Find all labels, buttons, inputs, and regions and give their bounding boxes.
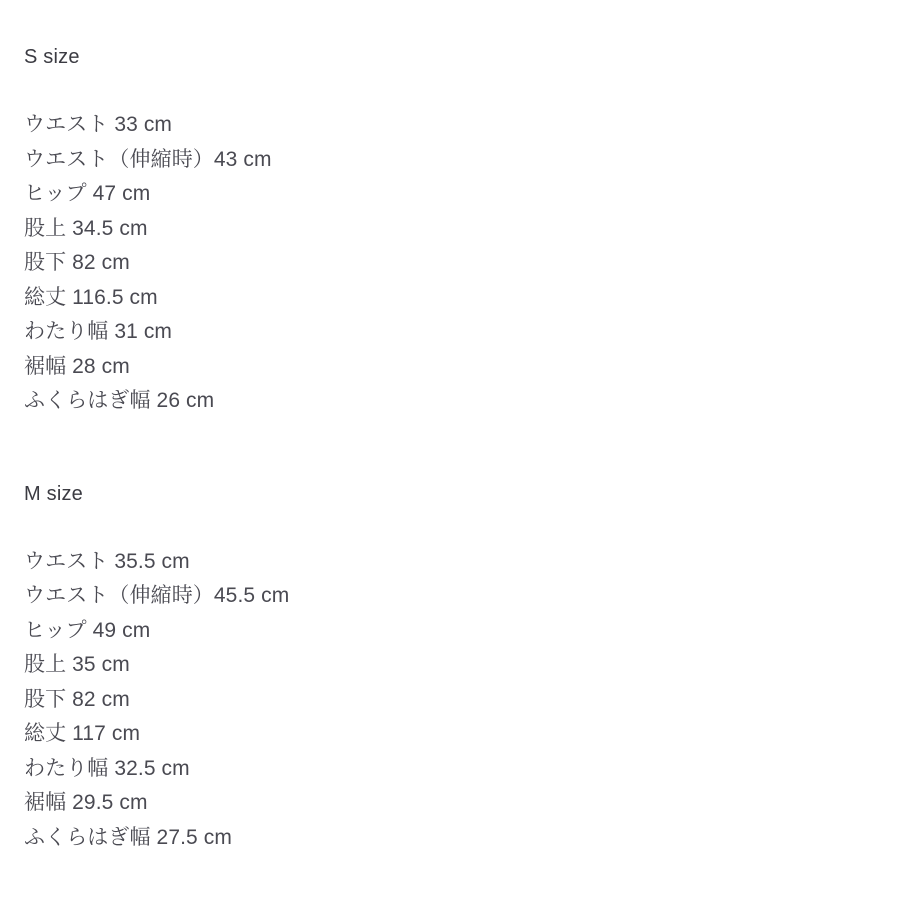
list-item: 総丈 116.5 cm bbox=[24, 285, 158, 309]
list-item: ウエスト 33 cm bbox=[24, 113, 173, 136]
list-item: 股上 34.5 cm bbox=[24, 216, 148, 240]
list-item: 股下 82 cm bbox=[24, 251, 130, 274]
list-item: ヒップ 47 cm bbox=[24, 182, 151, 205]
list-item: わたり幅 32.5 cm bbox=[24, 756, 190, 780]
list-item: 股下 82 cm bbox=[24, 687, 130, 711]
size-heading-s: S size bbox=[24, 46, 80, 68]
list-item: わたり幅 31 cm bbox=[24, 320, 173, 343]
list-item: ウエスト（伸縮時）45.5 cm bbox=[24, 584, 290, 607]
list-item: 裾幅 28 cm bbox=[24, 354, 130, 378]
list-item: 股上 35 cm bbox=[24, 653, 130, 676]
list-item: ヒップ 49 cm bbox=[24, 618, 151, 642]
list-item: ウエスト（伸縮時）43 cm bbox=[24, 147, 272, 171]
size-block-s bbox=[24, 44, 876, 419]
list-item: 裾幅 29.5 cm bbox=[24, 791, 148, 814]
list-item: ウエスト 35.5 cm bbox=[24, 549, 190, 573]
block-spacer bbox=[24, 419, 876, 481]
list-item: ふくらはぎ幅 27.5 cm bbox=[24, 825, 232, 849]
list-item: 総丈 117 cm bbox=[24, 722, 141, 745]
measurement-list-s bbox=[24, 108, 876, 419]
size-heading-m: M size bbox=[24, 482, 83, 505]
measurement-list-m bbox=[24, 545, 876, 856]
size-block-m bbox=[24, 481, 876, 856]
list-item: ふくらはぎ幅 26 cm bbox=[24, 389, 215, 412]
